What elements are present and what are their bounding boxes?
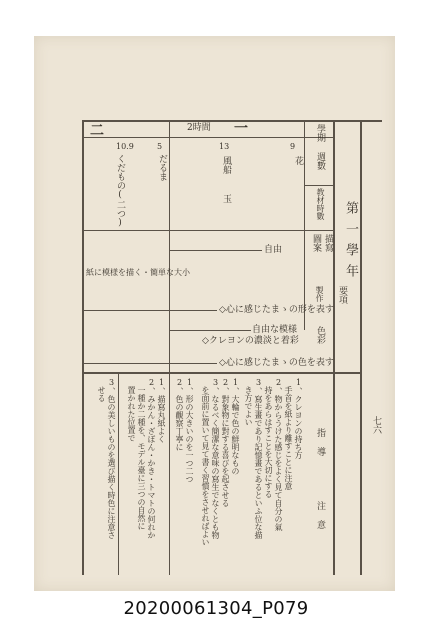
- header-yoko: 要項: [337, 286, 347, 304]
- row-jiyu-arrow: [169, 250, 262, 251]
- note-1: 1、クレヨンの持ち方: [294, 378, 303, 459]
- row-kanshin-color-arrow: [82, 363, 217, 364]
- row-kanshin-form: ◇心に感じたまゝの形を表す: [219, 305, 334, 315]
- header-kyozai: 教材時數: [316, 188, 325, 220]
- section-numeral-left: 二: [90, 123, 104, 139]
- material-row-rule: [82, 230, 334, 231]
- header-zuan: 圖案: [311, 234, 321, 252]
- row-jiyu: 自由: [264, 245, 283, 255]
- note-2: 2、物からうけた感じをよく見て自分の氣: [274, 378, 283, 531]
- note-10c: 置かれた位置で: [127, 386, 136, 442]
- header-hyoshutsu: 描寫: [323, 234, 333, 252]
- frame-top-rule: [82, 120, 382, 122]
- band-divider-top: [304, 120, 305, 330]
- note-11b: せる: [97, 386, 106, 402]
- note-8: 2、色の觀察丁寧に: [175, 378, 184, 451]
- week-label-9: 9: [290, 142, 296, 151]
- row-kanshin-color: ◇心に感じたまゝの色を表す: [219, 358, 334, 368]
- notes-header-1: 指導: [315, 428, 325, 466]
- column-divider-notes: [169, 372, 170, 575]
- material-flower: 花: [293, 156, 303, 165]
- header-hours-rule: [304, 185, 334, 186]
- header-sesaku: 製作: [315, 286, 324, 302]
- frame-left-rule: [82, 120, 84, 575]
- hours-label: 2時間: [187, 123, 211, 133]
- row-mokei: 紙に模様を描く・簡単な大小: [86, 268, 190, 277]
- header-shu: 週數: [315, 152, 325, 170]
- notes-header-2: 注意: [315, 501, 325, 539]
- material-ball: 玉: [221, 194, 231, 203]
- note-9: 1、描寫丸紙よく: [157, 378, 166, 443]
- note-3b: き方でよい: [244, 386, 253, 426]
- note-1b: 手首を紙より離すことに注意: [284, 386, 293, 490]
- page-number: 七六: [371, 416, 381, 434]
- week-row-rule: [82, 137, 334, 138]
- header-shikisai: 色彩: [315, 326, 325, 344]
- note-3: 3、寫生畫であり記憶畫であるといふ位な描: [254, 378, 263, 539]
- header-gakki: 學期: [315, 124, 325, 142]
- note-7: 1、形の大きいのを一つ二つ: [185, 378, 194, 483]
- week-label-10-9: 10.9: [116, 142, 134, 151]
- row-kureyon: ◇クレヨンの濃淡と着彩: [202, 336, 299, 346]
- week-label-13: 13: [219, 142, 230, 151]
- note-2b: 持をあらはすことを大切にする: [264, 386, 273, 498]
- row-jiyu-moyo: 自由な模様: [252, 325, 298, 335]
- column-divider-main: [169, 120, 170, 372]
- row-jiyu-moyo-arrow: [169, 330, 251, 331]
- material-daruma: だるま: [157, 154, 167, 181]
- column-divider-notes-2: [118, 372, 119, 575]
- material-balloon: 風船: [221, 156, 231, 174]
- notes-top-rule: [82, 372, 361, 374]
- note-11: 3、色の美しいものを選び描く時色に注意さ: [107, 378, 116, 539]
- week-label-5: 5: [157, 142, 163, 151]
- header-zuan-rule: [304, 230, 334, 231]
- grade-title: 第一學年: [343, 201, 358, 285]
- note-6: 3、なるべく簡潔な意味の寫生でなくとも物: [211, 378, 220, 539]
- note-6b: を面前に置いて見て書く習慣をさせればよい: [201, 386, 210, 546]
- section-numeral-right: 一: [234, 121, 248, 137]
- note-4: 1、大輪で色の鮮明なもの: [231, 378, 240, 475]
- document-page: [34, 36, 395, 591]
- note-10b: 一種か二種を、モデル臺に三つの自然に: [137, 386, 146, 530]
- note-10: 2、みかん・ざぼん・かき・トマトの何れか: [147, 378, 156, 539]
- material-fruit: くだもの(二つ): [115, 154, 125, 228]
- image-caption: 20200061304_P079: [123, 598, 309, 619]
- note-5: 2、對象物に對する喜びを起させる: [221, 378, 230, 507]
- row-kanshin-form-arrow: [82, 310, 217, 311]
- frame-outer-right-rule: [360, 120, 362, 575]
- frame-right-rule: [333, 120, 335, 575]
